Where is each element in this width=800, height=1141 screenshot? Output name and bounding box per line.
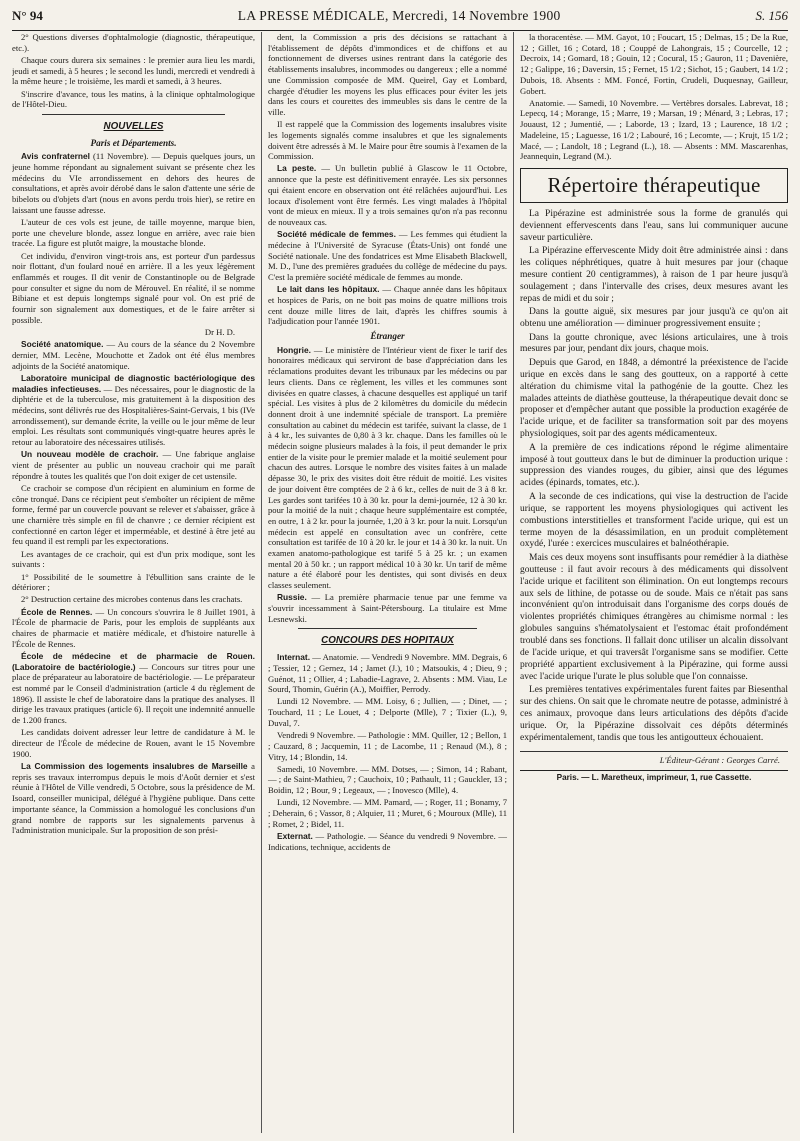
news-item [268, 592, 507, 624]
news-item-text: L'auteur de ces vols est jeune, de taille moyenne, marque bien, porte une chevelure blonde, assez longue en arrière, avec raie bien tracée. La figure est plutôt maigre, la moustache blonde. [12, 217, 255, 249]
news-item [268, 696, 507, 728]
news-item-text: la thoracentèse. — MM. Gayot, 10 ; Foucart, 15 ; Delmas, 15 ; De la Rue, 12 ; Gillet, 16 ; Cotard, 18 ; Couppé de Lahongrais, 15 ; Courcelle, 12 ; Decroix, 14 ; Gomard, 18 ; Gouin, 12 ; Cocural, 15 ; Gauron, 11 ; Davenière, 12 ; Galippe, 16 ; Daversin, 15 ; Fernet, 15 1/2 ; Sichot, 15 ; Gaubert, 14 1/2 ; Dubois, 18. Absents : MM. Foncé, Fortin, Crudeli, Duquesnay, Gailleur, Gobert. [520, 32, 788, 96]
news-item [268, 163, 507, 227]
news-item [12, 651, 255, 726]
subhead-etranger: Étranger [370, 330, 405, 341]
news-item-title: École de médecine et de pharmacie de Rouen. (Laboratoire de bactériologie.) [12, 650, 255, 672]
repertoire-title-box [520, 168, 788, 203]
news-item-title: Société anatomique. [21, 339, 104, 350]
paragraph: 2° Questions diverses d'ophtalmologie (diagnostic, thérapeutique, etc.). [12, 32, 255, 53]
news-item [268, 831, 507, 852]
section-title-concours: CONCOURS DES HOPITAUX [321, 635, 454, 647]
columns [12, 32, 788, 1133]
section-title-nouvelles: NOUVELLES [103, 120, 164, 132]
news-item [268, 345, 507, 591]
news-item [268, 229, 507, 283]
news-item [12, 594, 255, 605]
news-item-text: Lundi 12 Novembre. — MM. Loisy, 6 ; Jullien, — ; Dinet, — ; Touchard, 11 ; Le Louet, 4 ; Delporte (Mlle), 7 ; Tixier (L.), 9, Duval, 7. [268, 696, 507, 728]
news-item-text: 1° Possibilité de le soumettre à l'ébullition sans crainte de le détériorer ; [12, 571, 255, 593]
issue-number: N° 94 [12, 8, 43, 23]
news-item [12, 151, 255, 215]
news-item-text: — Une fabrique anglaise vient de présenter au public un nouveau crachoir qui me paraît répondre à toutes les qualités que l'on doit exiger de cet ustensile. [12, 449, 255, 481]
news-item-text: — Pathologie. — Séance du vendredi 9 Novembre. — Indications, technique, accidents de [268, 830, 507, 852]
news-items-continued [268, 32, 507, 327]
news-item [12, 339, 255, 371]
news-item-title: La peste. [277, 163, 317, 174]
concours-items [268, 652, 507, 852]
news-item-title: Société médicale de femmes. [277, 229, 396, 240]
intro-paragraphs [12, 32, 255, 110]
news-item [520, 32, 788, 96]
paragraph: Chaque cours durera six semaines : le premier aura lieu les mardi, jeudi et samedi, à 5 heures ; le second les lundi, mercredi et vendredi à la même heure ; le troisième, les mardi et samedi, à 3 heures. [12, 54, 255, 87]
news-item [12, 449, 255, 481]
news-item-text: — Le ministère de l'Intérieur vient de fixer le tarif des honoraires médicaux qui serviront de base d'appréciation dans les réclamations produites devant les tribunaux par les médecins ou par leurs clients. Dans ce règlement, les villes et les communes sont divisées en quatre classes, à chacune desquelles est appliqué un tarif spécial. Les visites à plus de 2 kilomètres du domicile du médecin donnent droit à une indemnité spéciale de transport. La première consultation au cabinet du médecin est tarifée, suivant la classe, de 1 à 4 kr., les suivantes de 0,80 à 3 kr. chaque. Dans les familles où le médecin soigne plusieurs malades à la fois, il peut demander le prix entier de la visite pour le premier malade et la moitié seulement pour chacun des autres. Lorsque le nombre des visites faites à un malade dépasse 30, le prix des visites doit être réduit de moitié. Les visites de jour doivent être comptées de 2 à 6 kr., celles de nuit de 3 à 8 kr. Les gardes sont tarifées 10 à 30 kr. pour la demi-journée, 12 à 30 kr. pour la moitié de la nuit ; chaque heure supplémentaire est comptée, en outre, 1 à 2 kr. pour la journée, 1,20 à 3 kr. pour la nuit. Lorsqu'un médecin est appelé en consultation avec un confrère, cette consultation est tarifée de 10 à 20 kr. le jour et 14 à 30 kr. la nuit. Un examen anatomo-pathologique est tarifé 5 à 25 kr. ; un examen mental 20 à 50 kr. ; un rapport médical 10 à 30 kr. Un tarif de même nature a été élaboré pour les dentistes, qui sont divisés en deux classes seulement. [268, 344, 507, 591]
subhead-paris: Paris et Départements. [90, 137, 177, 148]
section-rule [298, 628, 477, 629]
news-item-text: Lundi, 12 Novembre. — MM. Pamard, — ; Roger, 11 ; Bonamy, 7 ; Deherain, 6 ; Vassor, 8 ; Alquier, 11 ; Muret, 6 ; Mouroux (Mlle), 11 ; Romet, 2 ; Bidel, 11. [268, 797, 507, 829]
paragraph: A la seconde de ces indications, qui vise la destruction de l'acide urique, se rapportent les moyens physiologiques qui activent les combustions interstitielles et transforment l'acide urique, qui est un terme moyen de la désassimilation, en un produit complètement oxydé, l'urée : exercices musculaires et balnéothérapie. [520, 491, 788, 550]
news-item-text: Samedi, 10 Novembre. — MM. Dotses, — ; Simon, 14 ; Rabant, — ; de Saint-Mathieu, 7 ; Cauchoix, 10 ; Pathault, 11 ; Gauckler, 13 ; Boidin, 12 ; Bour, 9 ; Legeaux, — ; Inovesco (Mlle), 4. [268, 763, 507, 796]
news-item-text: Les candidats doivent adresser leur lettre de candidature à M. le directeur de l'École de médecine de Rouen, avant le 15 Novembre 1900. [12, 727, 255, 759]
news-item-title: Un nouveau modèle de crachoir. [21, 449, 159, 460]
news-item [268, 119, 507, 162]
news-item-text: Les avantages de ce crachoir, qui est d'un prix modique, sont les suivants : [12, 548, 255, 570]
news-item-text: — Au cours de la séance du 2 Novembre dernier, MM. Lecène, Mouchotte et Zadok ont été élus membres adjoints de la Société anatomique. [12, 339, 255, 371]
newspaper-title: LA PRESSE MÉDICALE, Mercredi, 14 Novembre 1900 [237, 8, 561, 23]
news-item-text: dent, la Commission a pris des décisions se rattachant à l'établissement de dépôts d'immondices et de chiffons et au fonctionnement de diverses usines rentrant dans la catégorie des établissements insalubres, incommodes ou dangereux ; elle a nommé une Commission composée de MM. Queirel, Gay et Lombard, chargée d'étudier les moyens les plus efficaces pour éviter les jets dans les cours et courettes des immeubles sis dans le centre de la ville. [268, 32, 507, 117]
news-item-text: — Des nécessaires, pour le diagnostic de la diphtérie et de la tuberculose, mis gratuitement à la disposition des médecins, sont délivrés rue des Hospitalières-Saint-Gervais, 1 bis (IVe arrondissement), sur demande écrite, la veille ou le jour même de leur emploi. Les résultats sont communiqués vingt-quatre heures après le retour au laboratoire des nécessaires utilisés. [12, 383, 255, 448]
repertoire-title: Répertoire thérapeutique [547, 172, 761, 197]
news-item [268, 32, 507, 118]
news-items [12, 151, 255, 836]
paragraph: S'inscrire d'avance, tous les matins, à la clinique ophtalmologique de l'Hôtel-Dieu. [12, 88, 255, 110]
news-item-text: — Un concours s'ouvrira le 8 Juillet 1901, à l'École de pharmacie de Paris, pour les emplois de suppléants aux chaires de pharmacie et matière médicale, et d'histoire naturelle à l'École de Rennes. [12, 606, 256, 649]
repertoire-body [520, 209, 788, 745]
news-item-text: (11 Novembre). — Depuis quelques jours, un jeune homme répondant au signalement suivant se présente chez les médecins du VIe arrondissement en dehors des heures de consultations, et après avoir dérobé dans le salon d'attente une série de bibelots ou d'objets d'art (nous en avons perdu trois hier), se retire en laissant une fausse adresse. [12, 151, 255, 215]
news-item [12, 483, 255, 547]
news-item-text: — Concours sur titres pour une place de préparateur au laboratoire de bactériologie. — Le préparateur est nommé par le Conseil d'administration (article 4 du règlement de 1896). Il assiste le chef de laboratoire dans la pratique des analyses. Il dirige les travaux pratiques (article 6). Il reçoit une indemnité annuelle de 1.200 francs. [12, 661, 255, 726]
editor-line: L'Éditeur-Gérant : Georges Carré. [520, 751, 788, 766]
news-item [12, 727, 255, 759]
paragraph: La Pipérazine est administrée sous la forme de granulés qui deviennent effervescents dans l'eau, sans lui communiquer aucune saveur particulière. [520, 208, 788, 243]
news-item [268, 797, 507, 829]
news-item-title: Hongrie. [277, 344, 311, 355]
printer-line: Paris. — L. Maretheux, imprimeur, 1, rue Cassette. [520, 770, 788, 784]
news-item-text: Ce crachoir se compose d'un récipient en aluminium en forme de cône tronqué. Dans ce récipient peut s'emboîter un récipient de même forme, fermé par un couvercle pouvant se relever et s'abaisser, grâce à une charnière très simple en fil de chanvre ; ce dernier récipient est confectionné en carton léger et imperméable, et destiné à être jeté au feu quand il est rempli par les expectorations. [12, 482, 255, 547]
news-item-text: a repris ses travaux interrompus depuis le mois d'Août dernier et s'est réunie à l'Hôtel de Ville vendredi, 5 Octobre, sous la présidence de M. Isoard, conseiller municipal, délégué à l'hygiène publique. Dans cette importante séance, la Commission a homologué les conclusions d'un grand nombre de rapports sur les signalements parvenus à l'administration municipale. Sur la proposition de son prési- [12, 761, 255, 836]
column-2 [262, 32, 514, 1133]
paragraph: Dans la goutte chronique, avec lésions articulaires, une à trois mesures par jour, pendant dix jours, chaque mois. [520, 332, 788, 355]
news-item [520, 98, 788, 162]
news-item [12, 217, 255, 249]
news-item-title: Externat. [277, 830, 313, 841]
paragraph: A la première de ces indications répond le régime alimentaire imposé à tout goutteux dans le but de diminuer la production urique : suppression des viandes rouges, du gibier, ainsi que des légumes acides (épinards, tomates, etc.). [520, 442, 788, 489]
paragraph: Mais ces deux moyens sont insuffisants pour remédier à la diathèse goutteuse : il faut avoir recours à des médicaments qui dissolvent l'acide urique et facilitent son élimination. On eut longtemps recours aux sels de lithine, de potasse ou de soude. Mais ce n'était pas sans inconvénient qu'on introduisait dans l'organisme des corps doués de violentes propriétés chimiques étrangères au chimisme normal : les globules sanguins s'hématolysaient et l'estomac était profondément troublé dans ses fonctions. Il fallait donc utiliser un alcalin dissolvant de l'acide urique, et qui traversât l'organisme sans se modifier. Cette propriété appartient exclusivement à la Pipérazine, qui forme aussi avec l'acide urique l'urate le plus soluble que l'on connaisse. [520, 552, 788, 682]
news-item [268, 652, 507, 695]
news-item-text: Cet individu, d'environ vingt-trois ans, est porteur d'un pardessus noir flottant, d'un foulard noué en arrière. Il a les yeux légèrement enflammés et rouges. Il dit venir de Constantinople ou de Belgrade pour consulter et signe du nom de Mérouvel. En réalité, il se nomme Bibiane et est depuis longtemps signalé pour vol. On est prié de fournir son signalement aux domestiques, et de le faire arrêter si possible. [12, 250, 255, 325]
news-item [268, 764, 507, 796]
paragraph: Dans la goutte aiguë, six mesures par jour jusqu'à ce qu'on ait obtenu une amélioration — diminuer progressivement ensuite ; [520, 307, 788, 330]
news-item-text: — Anatomie. — Vendredi 9 Novembre. MM. Degrais, 6 ; Tessier, 12 ; Gernez, 14 ; Jamet (J.), 10 ; Matsoukis, 4 ; Dieu, 9 ; Guénot, 11 ; Ollier, 4 ; Labadie-Lagrave, 2. Absents : MM. Viau, Le Sourd, Thomin, Guérin (A.), Moiffier, Perrody. [268, 652, 508, 695]
column-1 [12, 32, 262, 1133]
news-item [12, 572, 255, 593]
foreign-items [268, 345, 507, 625]
news-item [12, 761, 255, 836]
news-item-title: Laboratoire municipal de diagnostic bactériologique des maladies infectieuses. [12, 372, 255, 394]
news-item-title: École de Rennes. [21, 606, 93, 617]
news-item-text: Anatomie. — Samedi, 10 Novembre. — Vertèbres dorsales. Labrevat, 18 ; Lepecq, 14 ; Morange, 15 ; Marre, 19 ; Marsan, 19 ; Ménard, 3 ; Lebras, 17 ; Jouaust, 12 ; Jumentié, — ; Laborde, 13 ; Izard, 13 ; Laurence, 18 1/2 ; Madeleine, 15 ; Laguesse, 16 1/2 ; Labouré, 16 ; Lecomte, — ; Krujt, 15 1/2 ; Macé, — ; Landolt, 18 ; Legrand (L.), 18. — Absents : MM. Mascarenhas, Jeannequin, Legrand (M.). [520, 97, 788, 162]
news-item-text: Vendredi 9 Novembre. — Pathologie : MM. Quiller, 12 ; Bellon, 1 ; Cauzard, 8 ; Jacquemin, 11 ; de Lacombe, 11 ; Renaud (M.), 8 ; Vitry, 14 ; Blondin, 14. [268, 730, 507, 762]
news-item [12, 251, 255, 326]
paragraph: Les premières tentatives expérimentales furent faites par Biesenthal sur des chiens. On sait que le chromate neutre de potasse, administré à ces animaux, provoque dans leurs articulations des dépôts d'acide urique. Or, la Pipérazine dissolvait ces dépôts déterminés expérimentalement, tandis que tous les antigoutteux échouaient. [520, 685, 788, 743]
news-item-title: La Commission des logements insalubres de Marseille [21, 761, 248, 771]
page-folio: S. 156 [755, 8, 788, 23]
column-3 [514, 32, 788, 1133]
news-item [12, 607, 255, 650]
news-item [268, 730, 507, 762]
news-item-title: Avis confraternel [21, 151, 90, 162]
news-item-text: Il est rappelé que la Commission des logements insalubres visite les logements signalés comme insalubres et que les signalements doivent être adressés à M. le Maire pour être soumis à l'examen de la Commission. [268, 119, 507, 162]
concours-continued [520, 32, 788, 162]
news-item-title: Le lait dans les hôpitaux. [277, 284, 380, 295]
news-item [268, 284, 507, 327]
news-item [12, 373, 255, 448]
news-item [12, 549, 255, 570]
news-item-title: Russie. [277, 592, 307, 603]
news-item-title: Internat. [277, 652, 311, 663]
news-item-text: — Chaque année dans les hôpitaux et hospices de Paris, on ne boit pas moins de quatre millions trois cent douze mille litres de lait, d'après les chiffres soumis à l'adjudication pour l'année 1901. [268, 284, 507, 327]
news-item-text: — Un bulletin publié à Glascow le 11 Octobre, annonce que la peste est définitivement enrayée. Les six personnes qui étaient encore en observation ont été relâchées aujourd'hui. Les locaux d'isolement vont être fermés. Les vingt malades à l'hôpital vont de mieux en mieux. Il y a trois semaines qu'on n'a pas reconnu de nouveaux cas. [268, 163, 508, 227]
paragraph: Depuis que Garod, en 1848, a démontré la préexistence de l'acide urique en excès dans le sang des goutteux, on a rapporté à cette altération du chimisme vital la pathogénie de la goutte. Chez les malades atteints de diathèse goutteuse, la thérapeutique devait donc se proposer et d'empêcher autant que possible la production exagérée de l'acide urique, et de faciliter sa transformation soit par des moyens physiologiques, soit par des agents médicamenteux. [520, 357, 788, 440]
section-rule [42, 114, 225, 115]
news-item-text: 2° Destruction certaine des microbes contenus dans les crachats. [21, 594, 243, 605]
news-item-text: — Les femmes qui étudient la médecine à l'Université de Syracuse (États-Unis) ont fondé une Société nationale. Une des fondatrices est Mme Elisabeth Blackwell, M. D., l'une des premières graduées du collège de médecine du pays. C'est la première société médicale de femmes au monde. [268, 229, 507, 282]
news-item-text: — La première pharmacie tenue par une femme va s'ouvrir incessamment à Saint-Pétersbourg. La titulaire est Mme Lesnewski. [268, 592, 507, 624]
signature: Dr H. D. [204, 327, 235, 338]
paragraph: La Pipérazine effervescente Midy doit être administrée ainsi : dans les coliques néphrétiques, quatre à huit mesures par jour (chaque mesure contient 20 centigrammes), à raison de 1 par heure jusqu'à soulagement ; dans l'intervalle des crises, deux mesures avant les repas de midi et du soir ; [520, 246, 788, 304]
masthead [12, 8, 788, 31]
